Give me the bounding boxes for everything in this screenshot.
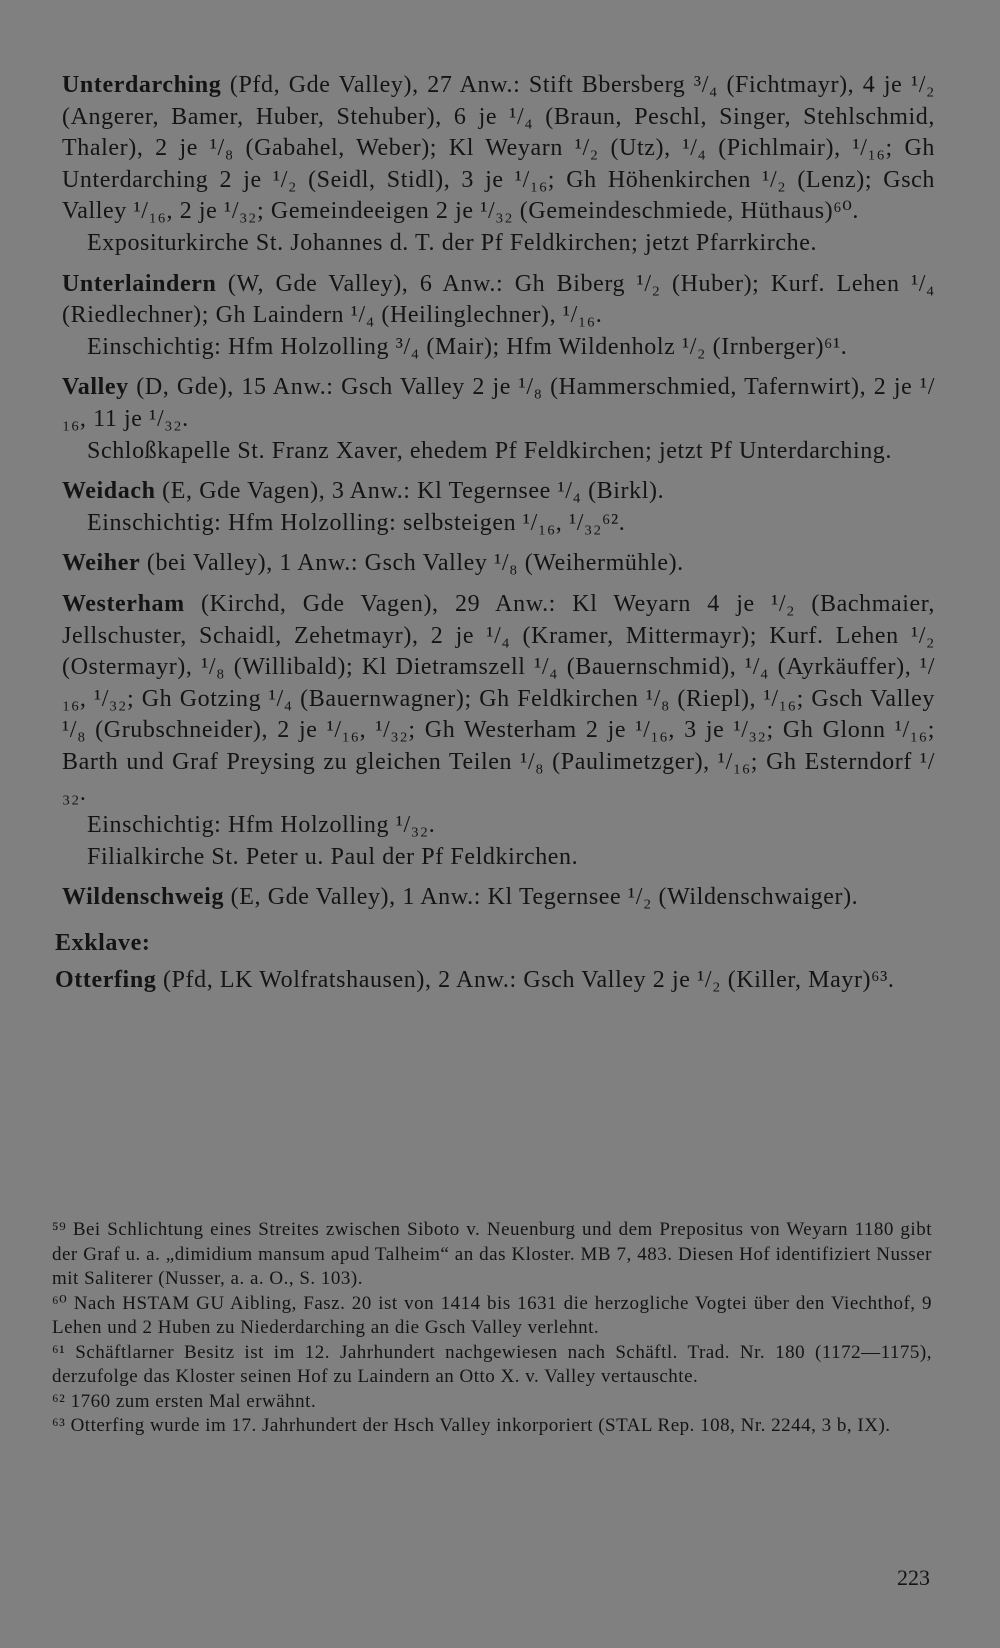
entry-weiher [55,548,935,580]
entry-body [55,965,935,997]
entry-note: Filialkirche St. Peter u. Paul der Pf Feldkirchen. [87,843,579,870]
entry-text: (E, Gde Vagen), 3 Anw.: Kl Tegernsee ¹/₄ (Birkl). [155,478,665,505]
entry-body [55,476,935,508]
entry-headword: Weiher [62,550,141,577]
entry-unterlaindern [55,269,935,364]
entry-headword: Weidach [62,478,156,505]
entry-body [55,70,935,228]
entry-headword: Wildenschweig [62,884,225,911]
entry-text: (E, Gde Valley), 1 Anw.: Kl Tegernsee ¹/₂ (Wildenschwaiger). [224,884,859,911]
entry-valley [55,372,935,467]
entry-headword: Unterdarching [62,72,222,98]
footnote-59: ⁵⁹ Bei Schlichtung eines Streites zwischen Siboto v. Neuenburg und dem Prepositus von Weyarn 1180 gibt der Graf u. a. „dimidium mansum apud Talheim“ an das Kloster. MB 7, 483. Diesen Hof identifiziert Nusser mit Saliterer (Nusser, a. a. O., S. 103). [52,1219,932,1289]
entry-note: Einschichtig: Hfm Holzolling ¹/₃₂. [87,812,436,839]
entry-wildenschweig [55,882,935,914]
page-number: 223 [897,1565,930,1590]
entry-otterfing [55,965,935,997]
entry-body [55,589,935,810]
entry-text: (bei Valley), 1 Anw.: Gsch Valley ¹/₈ (Weihermühle). [140,550,684,577]
entry-headword: Unterlaindern [62,270,217,297]
entry-westerham [55,589,935,873]
footnote-62: ⁶² 1760 zum ersten Mal erwähnt. [52,1390,317,1412]
entry-text: (Pfd, LK Wolfratshausen), 2 Anw.: Gsch Valley 2 je ¹/₂ (Killer, Mayr)⁶³. [156,967,895,994]
entry-body [55,269,935,332]
entry-note: Schloßkapelle St. Franz Xaver, ehedem Pf Feldkirchen; jetzt Pf Unterdarching. [87,437,893,464]
entry-note: Expositurkirche St. Johannes d. T. der Pf Feldkirchen; jetzt Pfarrkirche. [87,229,818,256]
main-text [55,70,935,1006]
entry-unterdarching [55,70,935,260]
entry-note: Einschichtig: Hfm Holzolling: selbsteigen ¹/₁₆, ¹/₃₂⁶². [87,509,626,536]
entry-body [55,372,935,435]
entry-text: (Kirchd, Gde Vagen), 29 Anw.: Kl Weyarn 4 je ¹/₂ (Bachmaier, Jellschuster, Schaidl, Zehetmayr), 2 je ¹/₄ (Kramer, Mittermayr); Kurf. Lehen ¹/₂ (Ostermayr), ¹/₈ (Willibald); Kl Dietramszell ¹/₄ (Bauernschmid), ¹/₄ (Ayrkäuffer), ¹/₁₆, ¹/₃₂; Gh Gotzing ¹/₄ (Bauernwagner); Gh Feldkirchen ¹/₈ (Riepl), ¹/₁₆; Gsch Valley ¹/₈ (Grubschneider), 2 je ¹/₁₆, ¹/₃₂; Gh Westerham 2 je ¹/₁₆, 3 je ¹/₃₂; Gh Glonn ¹/₁₆; Barth und Graf Preysing zu gleichen Teilen ¹/₈ (Paulimetzger), ¹/₁₆; Gh Esterndorf ¹/₃₂. [62,590,935,807]
entry-note: Einschichtig: Hfm Holzolling ³/₄ (Mair); Hfm Wildenholz ¹/₂ (Irnberger)⁶¹. [87,333,848,360]
entry-text: (W, Gde Valley), 6 Anw.: Gh Biberg ¹/₂ (Huber); Kurf. Lehen ¹/₄ (Riedlechner); Gh Laindern ¹/₄ (Heilinglechner), ¹/₁₆. [62,270,935,329]
exclave-heading: Exklave: [55,929,151,956]
footnote-60: ⁶⁰ Nach HSTAM GU Aibling, Fasz. 20 ist von 1414 bis 1631 die herzogliche Vogtei über den Viechthof, 9 Lehen und 2 Huben zu Niederdarching an die Gsch Valley verlehnt. [52,1292,932,1338]
footnote-63: ⁶³ Otterfing wurde im 17. Jahrhundert der Hsch Valley inkorporiert (STAL Rep. 108, Nr. 2244, 3 b, IX). [52,1415,891,1436]
entry-body [55,548,935,580]
footnote-61: ⁶¹ Schäftlarner Besitz ist im 12. Jahrhundert nachgewiesen nach Schäftl. Trad. Nr. 180 (1172—1175), derzufolge das Kloster seinen Hof zu Laindern an Otto X. v. Valley vertauschte. [52,1341,932,1387]
entry-headword: Westerham [62,590,185,617]
footnotes [52,1218,932,1439]
entry-text: (D, Gde), 15 Anw.: Gsch Valley 2 je ¹/₈ (Hammerschmied, Tafernwirt), 2 je ¹/₁₆, 11 je ¹/₃₂. [62,374,935,432]
entry-headword: Valley [62,374,129,401]
entry-body [55,882,935,914]
entry-weidach [55,476,935,539]
entry-text: (Pfd, Gde Valley), 27 Anw.: Stift Bbersberg ³/₄ (Fichtmayr), 4 je ¹/₂ (Angerer, Bamer, Huber, Stehuber), 6 je ¹/₄ (Braun, Peschl, Singer, Stehlschmid, Thaler), 2 je ¹/₈ (Gabahel, Weber); Kl Weyarn ¹/₂ (Utz), ¹/₄ (Pichlmair), ¹/₁₆; Gh Unterdarching 2 je ¹/₂ (Seidl, Stidl), 3 je ¹/₁₆; Gh Höhenkirchen ¹/₂ (Lenz); Gsch Valley ¹/₁₆, 2 je ¹/₃₂; Gemeindeeigen 2 je ¹/₃₂ (Gemeindeschmiede, Hüthaus)⁶⁰. [62,72,935,225]
entry-headword: Otterfing [55,967,157,994]
